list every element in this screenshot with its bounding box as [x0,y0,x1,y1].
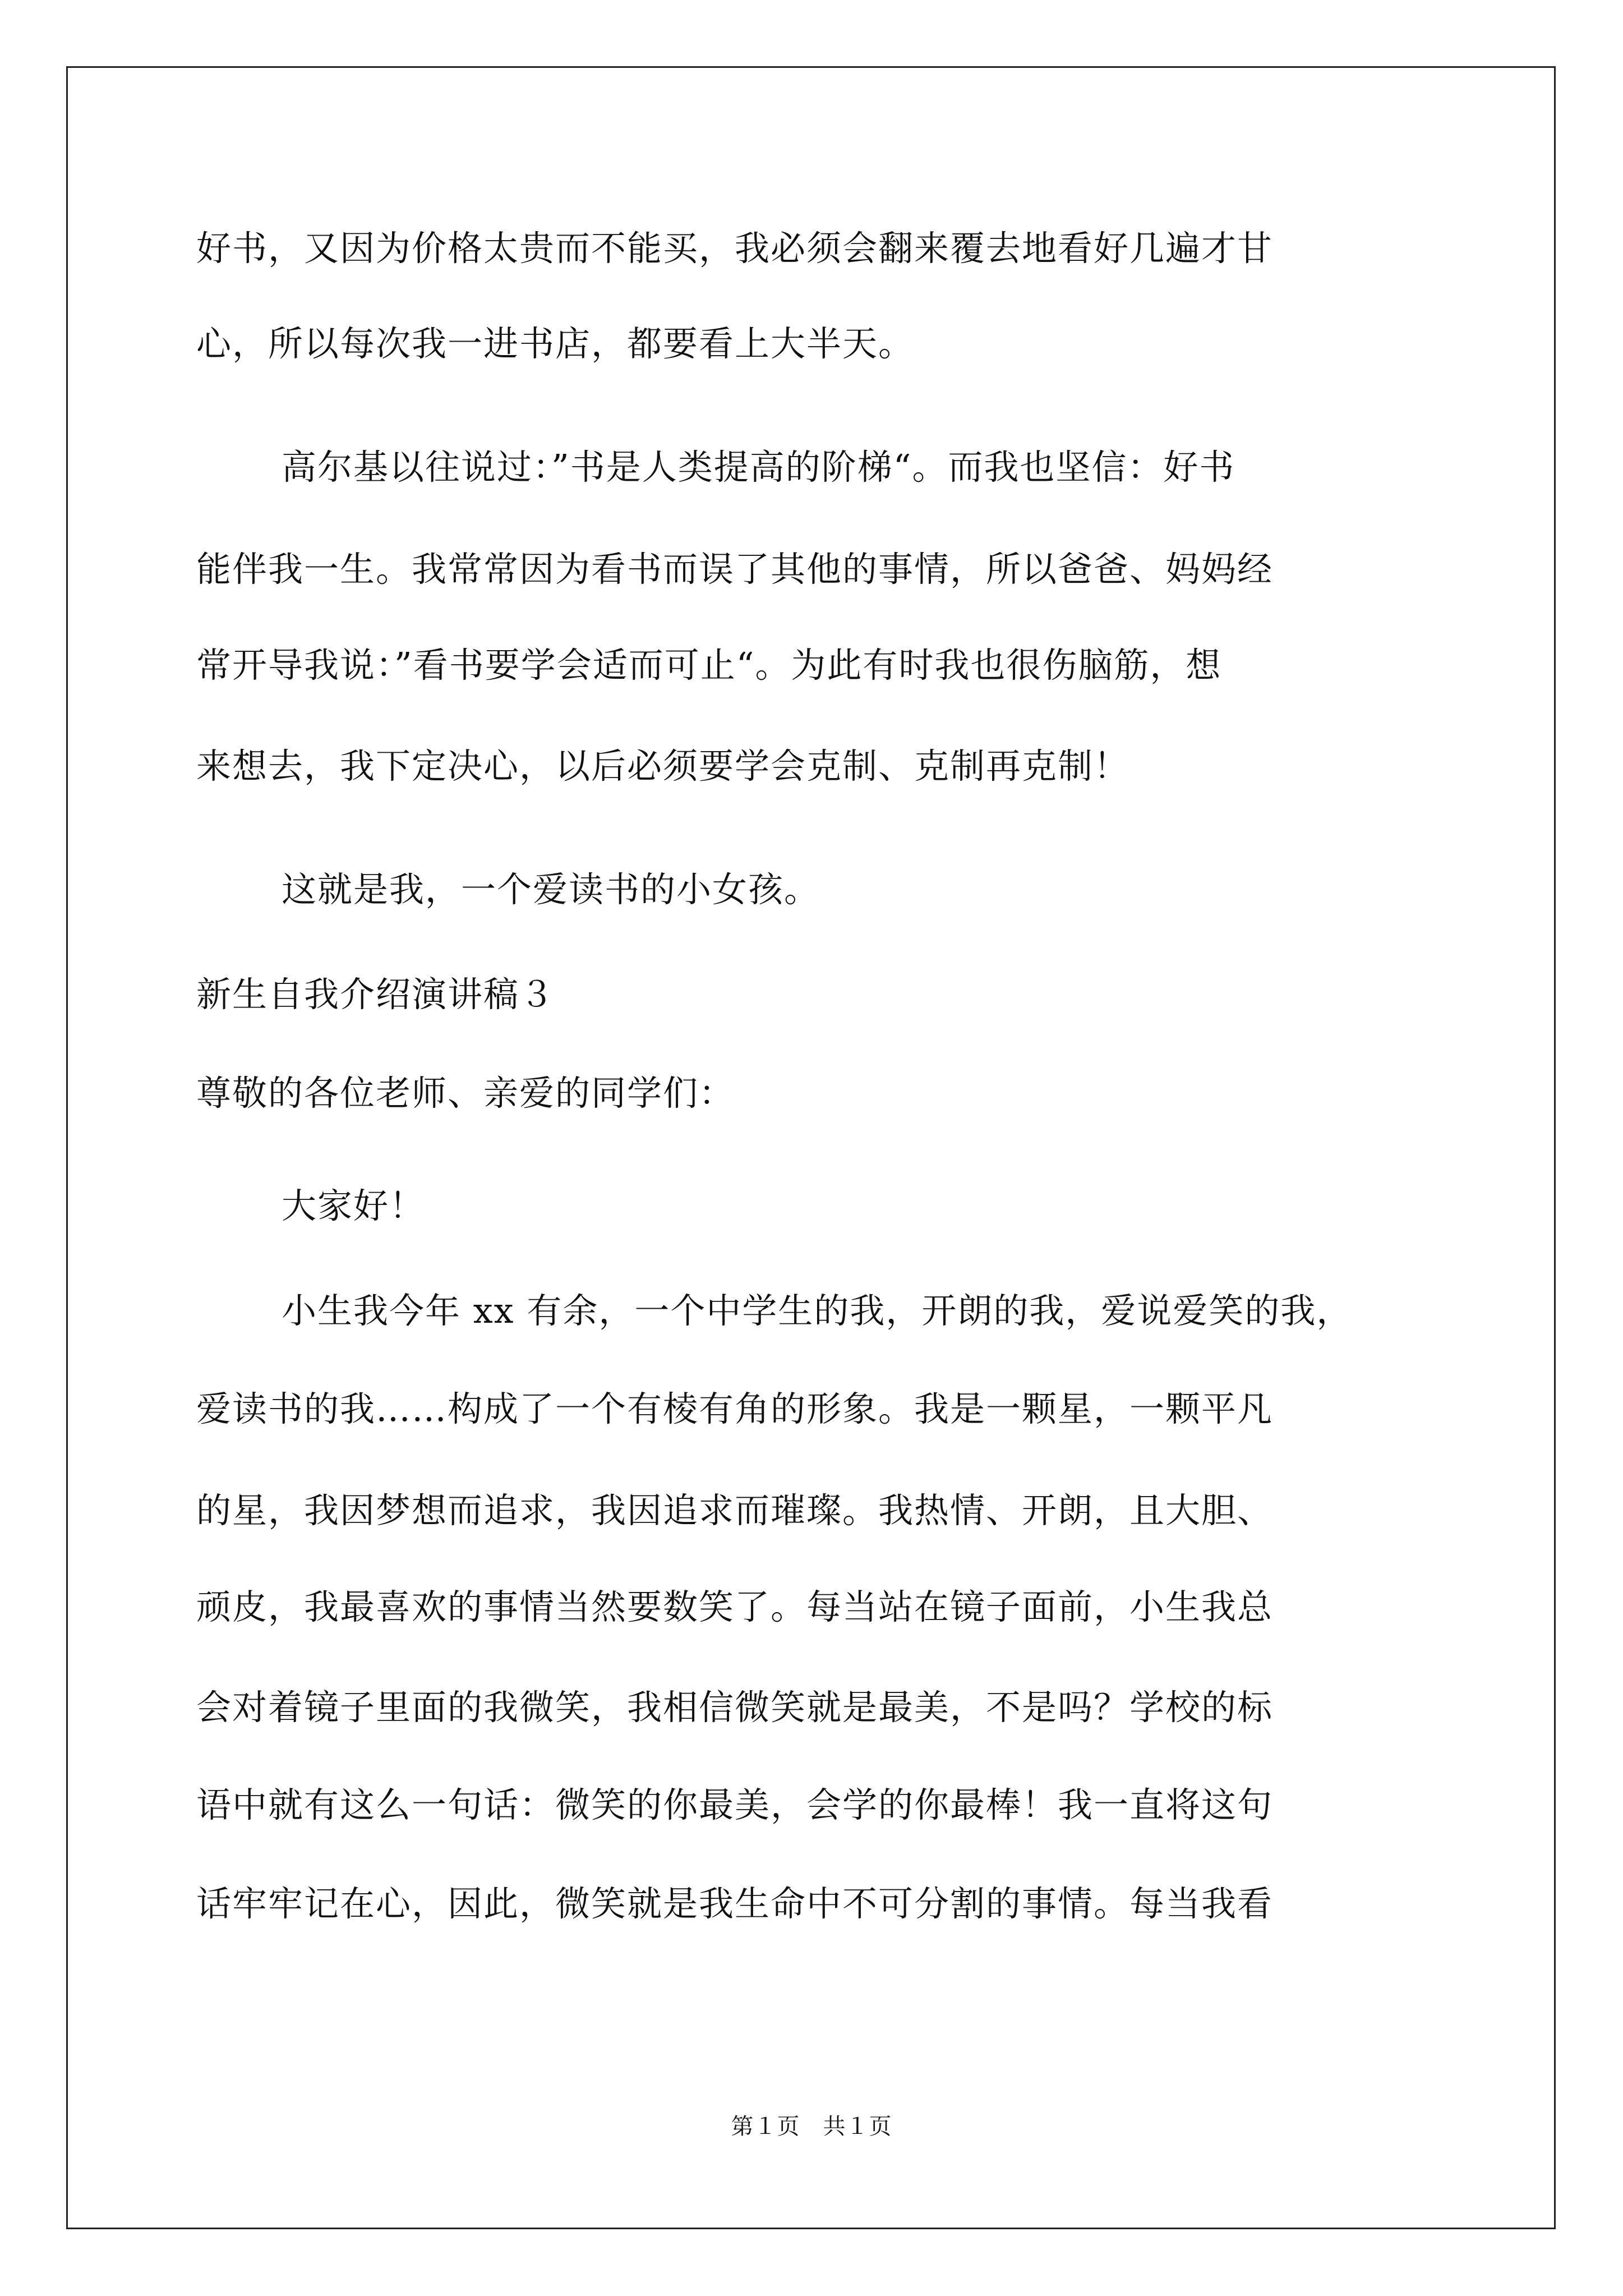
paragraph-line: 的星，我因梦想而追求，我因追求而璀璨。我热情、开朗，且大胆、 [196,1490,1274,1531]
paragraph-line: 小生我今年 xx 有余，一个中学生的我，开朗的我，爱说爱笑的我， [282,1290,1353,1331]
paragraph-line: 爱读书的我……构成了一个有棱有角的形象。我是一颗星，一颗平凡 [196,1388,1274,1429]
section-heading: 新生自我介绍演讲稿３ [196,974,556,1015]
paragraph-line: 顽皮，我最喜欢的事情当然要数笑了。每当站在镜子面前，小生我总 [196,1586,1274,1627]
paragraph-line: 高尔基以往说过：”书是人类提高的阶梯“。而我也坚信：好书 [282,447,1235,487]
page-number-footer: 第１页 共１页 [731,2114,892,2139]
paragraph-line: 话牢牢记在心，因此，微笑就是我生命中不可分割的事情。每当我看 [196,1883,1274,1924]
paragraph-line: 能伴我一生。我常常因为看书而误了其他的事情，所以爸爸、妈妈经 [196,549,1274,590]
paragraph-line: 心，所以每次我一进书店，都要看上大半天。 [196,323,915,364]
paragraph-line: 好书，又因为价格太贵而不能买，我必须会翻来覆去地看好几遍才甘 [196,228,1274,269]
paragraph-line: 这就是我，一个爱读书的小女孩。 [282,869,820,910]
paragraph-line: 语中就有这么一句话：微笑的你最美，会学的你最棒！我一直将这句 [196,1784,1274,1825]
salutation: 尊敬的各位老师、亲爱的同学们： [196,1073,735,1114]
paragraph-line: 常开导我说：”看书要学会适而可止“。为此有时我也很伤脑筋，想 [196,645,1222,685]
greeting: 大家好！ [282,1185,426,1226]
paragraph-line: 来想去，我下定决心，以后必须要学会克制、克制再克制！ [196,746,1130,786]
paragraph-line: 会对着镜子里面的我微笑，我相信微笑就是最美，不是吗？学校的标 [196,1687,1274,1728]
